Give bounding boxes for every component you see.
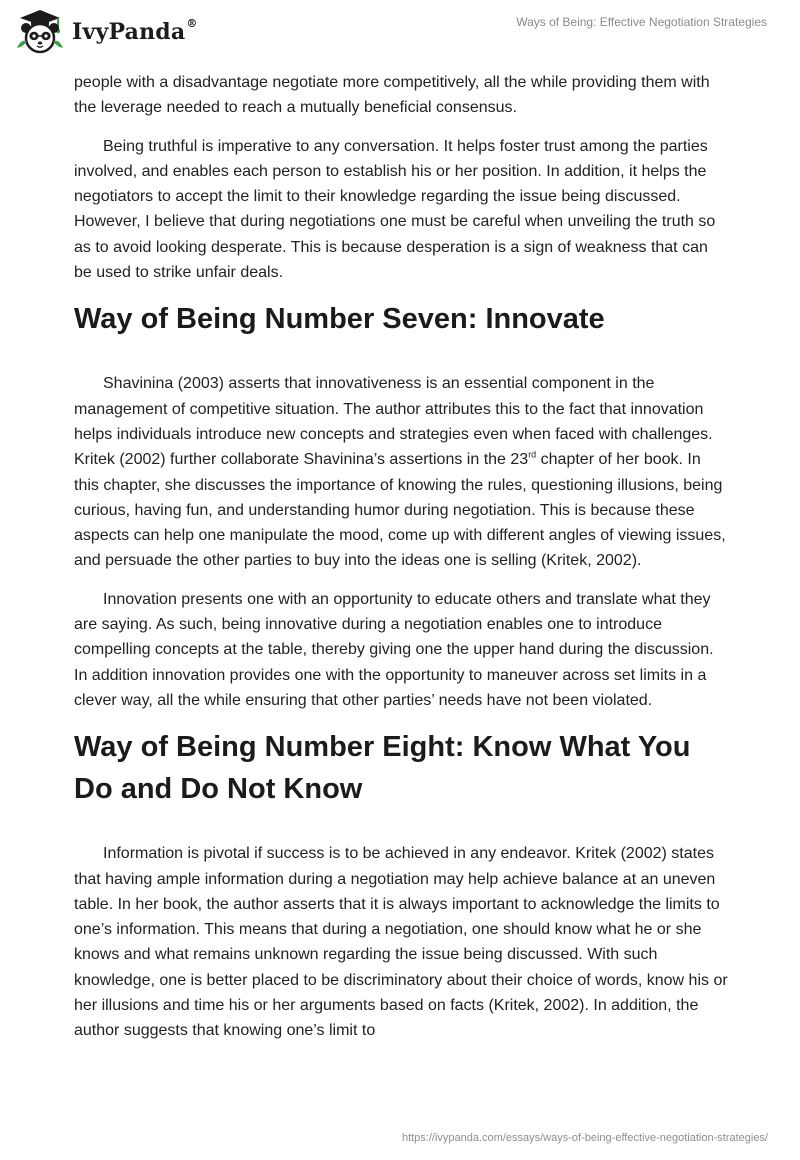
section-heading-seven: Way of Being Number Seven: Innovate [74, 303, 605, 336]
paragraph: Information is pivotal if success is to be achieved in any endeavor. Kritek (2002) states that having ample information during a negotiation may help achieve balance at an uneven table. In her book, the author asserts that it is always important to acknowledge the limits to one’s information. This means that during a negotiation, one should know what he or she knows and what remains unknown regarding the issue being discussed. With such knowledge, one is better placed to be discriminatory about their choice of words, know his or her illusions and time his or her arguments based on facts (Kritek, 2002). In addition, the author suggests that knowing one’s limit to [74, 845, 728, 1040]
source-url-link[interactable]: https://ivypanda.com/essays/ways-of-being-effective-negotiation-strategies/ [401, 1132, 768, 1144]
panda-graduate-icon [14, 8, 66, 56]
brand-name: IvyPanda® [72, 17, 198, 45]
paragraph: people with a disadvantage negotiate more competitively, all the while providing them with the leverage needed to reach a mutually beneficial consensus. [74, 74, 710, 117]
registered-mark: ® [186, 17, 198, 30]
section-heading-eight: Way of Being Number Eight: Know What You Do and Do Not Know [74, 731, 691, 806]
running-title: Ways of Being: Effective Negotiation Strategies [516, 15, 767, 29]
ivypanda-logo[interactable] [14, 8, 198, 56]
essay-body [74, 70, 730, 1057]
paragraph: Innovation presents one with an opportunity to educate others and translate what they are saying. As such, being innovative during a negotiation enables one to introduce compelling concepts at the table, thereby giving one the upper hand during the discussion. In addition innovation provides one with the opportunity to maneuver across set limits in a clever way, all the while ensuring that other parties’ needs have not been violated. [74, 590, 714, 709]
paragraph: Being truthful is imperative to any conversation. It helps foster trust among the parties involved, and enables each person to establish his or her position. In addition, it helps the negotiators to accept the limit to their knowledge regarding the issue being discussed. However, I believe that during negotiations one must be careful when unveiling the truth so as to avoid looking desperate. This is because desperation is a sign of weakness that can be used to strike unfair deals. [74, 137, 716, 282]
paragraph: Shavinina (2003) asserts that innovativeness is an essential component in the management of competitive situation. The author attributes this to the fact that innovation helps individuals introduce new concepts and strategies even when faced with challenges. Kritek (2002) further collaborate Shavinina’s assertions in the 23rd chapter of her book. In this chapter, she discusses the importance of knowing the rules, questioning illusions, being curious, having fun, and understanding humor during negotiation. This is because these aspects can help one manipulate the mood, come up with different angles of viewing issues, and persuade the other parties to buy into the ideas one is selling (Kritek, 2002). [74, 375, 726, 570]
page-header [0, 0, 800, 66]
ordinal-suffix: rd [528, 449, 537, 460]
